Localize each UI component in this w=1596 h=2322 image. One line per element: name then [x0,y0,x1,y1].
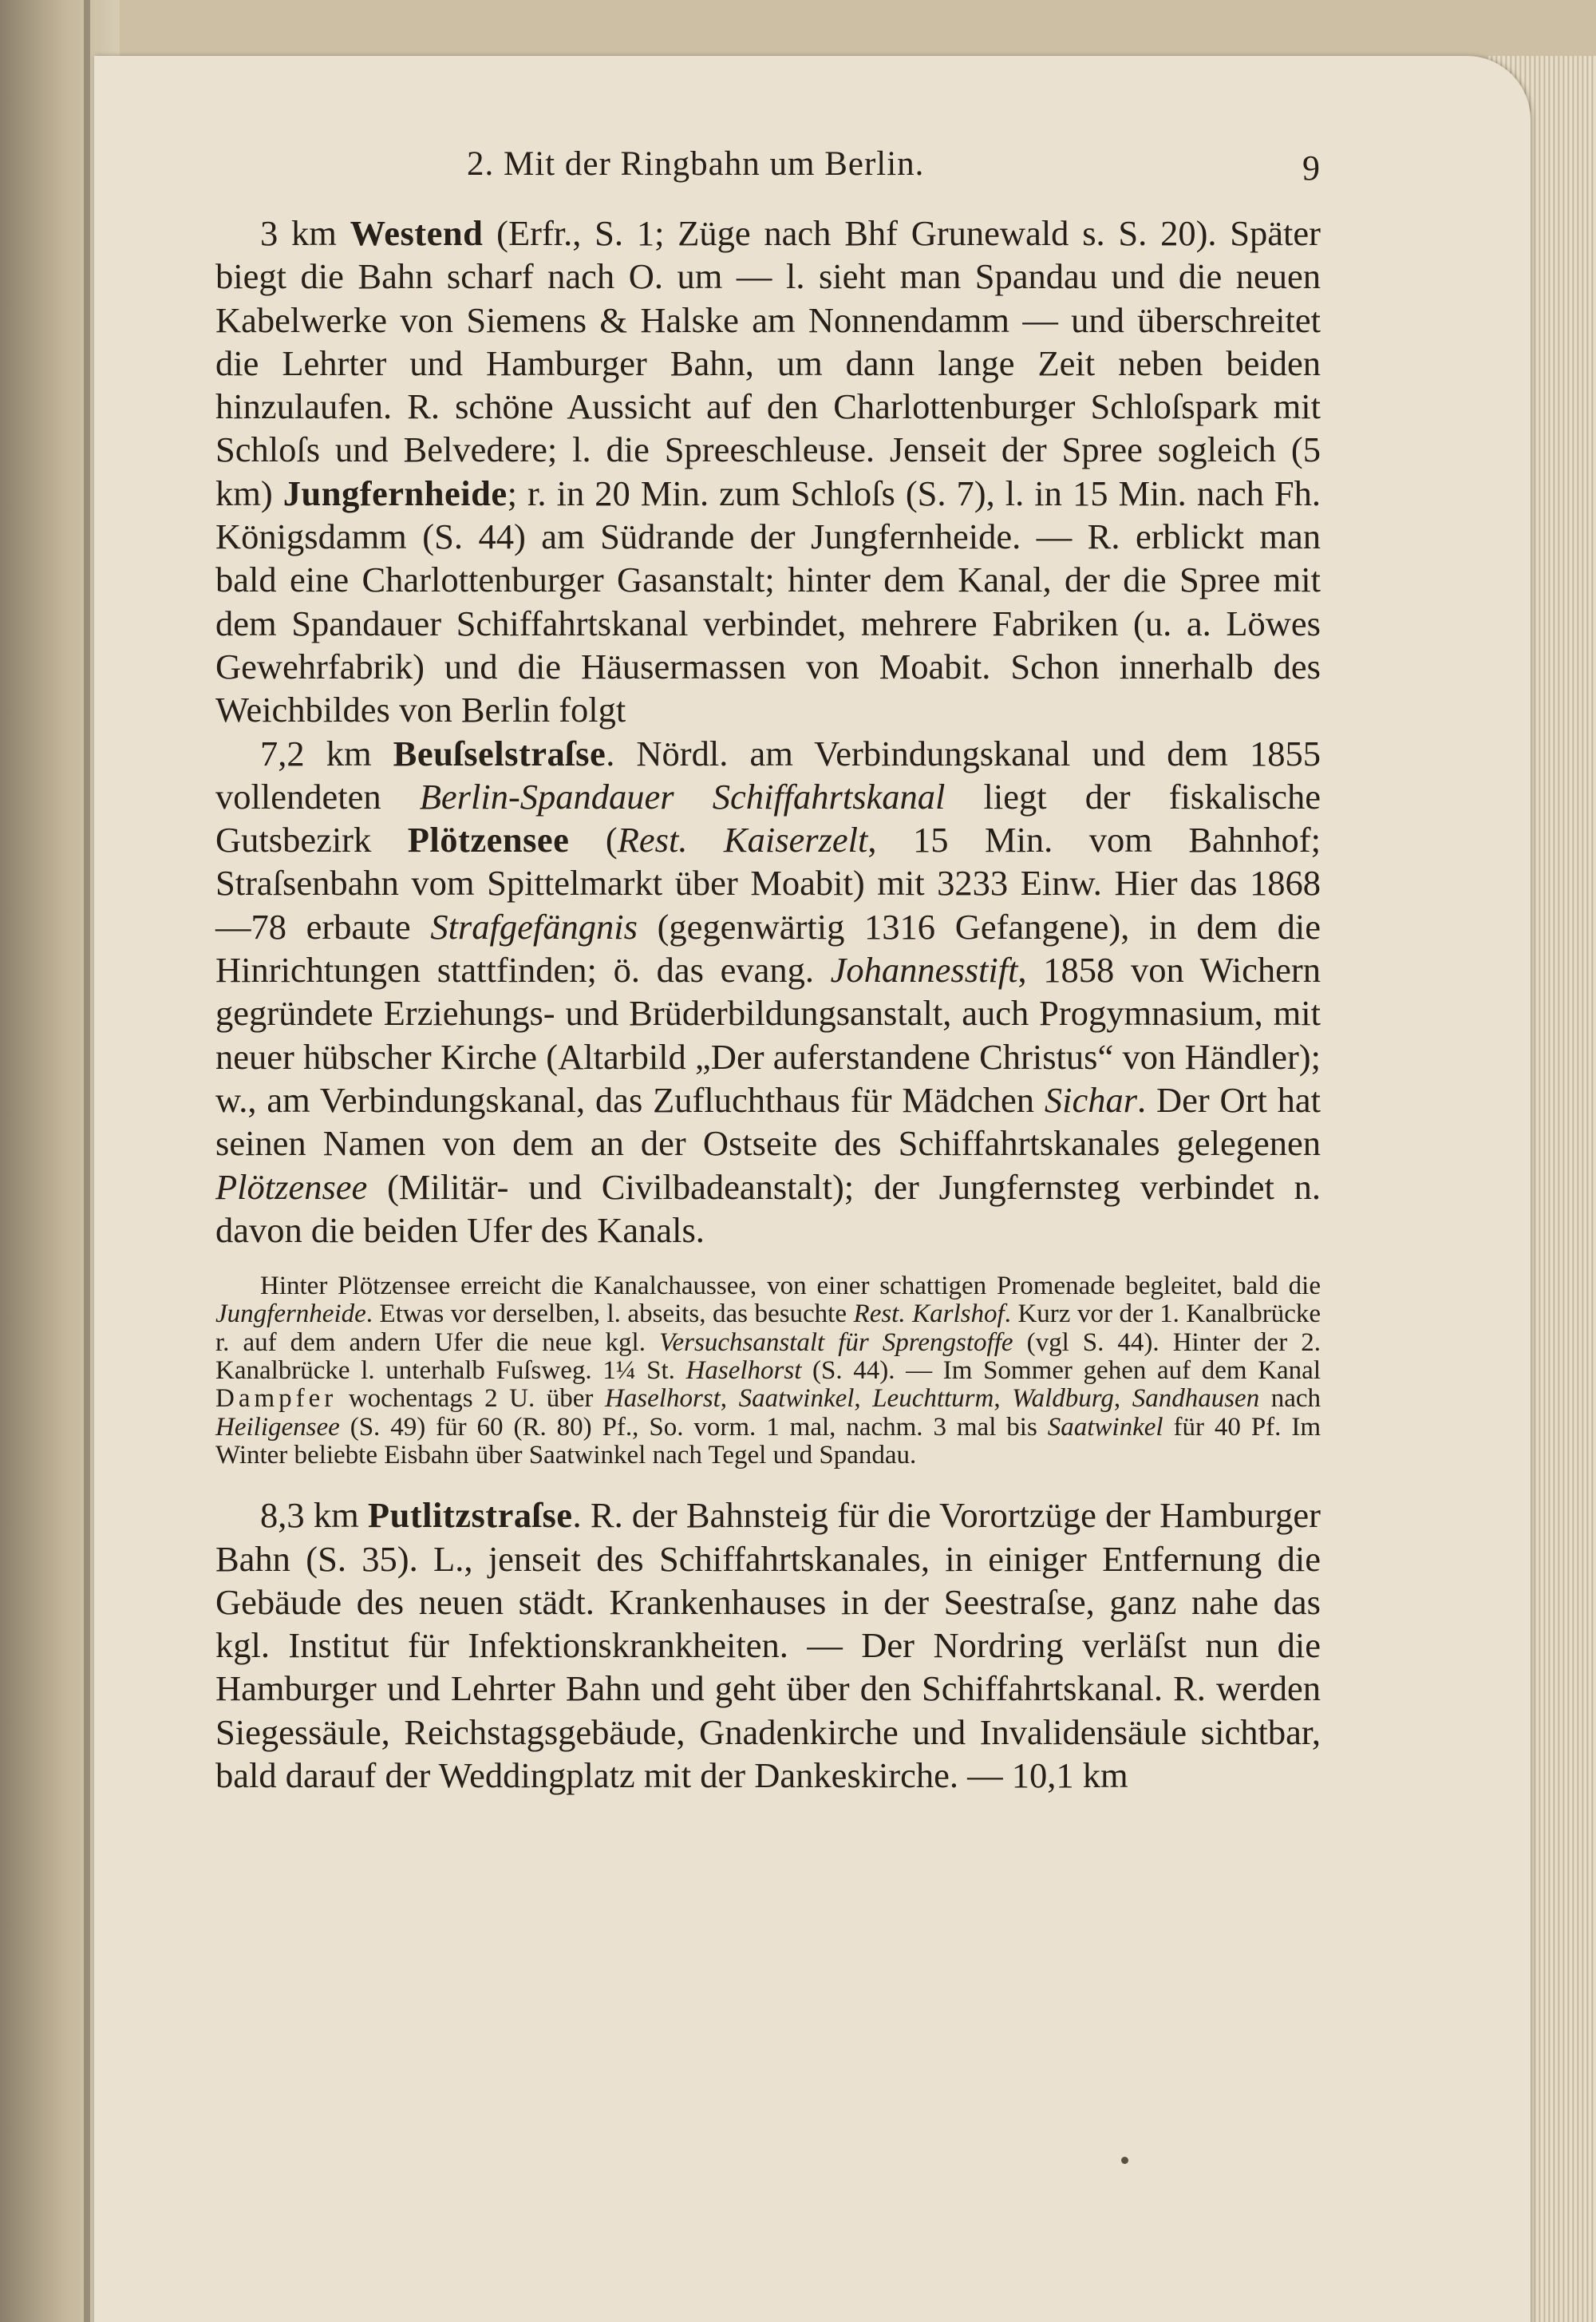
text-run: (Erfr., S. 1; Züge nach Bhf Grunewald s. S. 20). Später biegt die Bahn scharf nach O. um — l. sieht man Spandau und die neuen Kabelwerke von Siemens & Halske am Nonnendamm — und überschreitet die Lehrter und Hamburger Bahn, um dann lange Zeit neben beiden hinzulaufen. R. schöne Aussicht auf den Charlottenburger Schloſspark mit Schloſs und Belvedere; l. die Spreeschleuse. Jenseit der Spree sogleich (5 km) [215,213,1321,513]
text-run: (gegenwärtig 1316 Gefangene), in dem die Hinrichtungen stattfinden; ö. das evang. [215,906,1321,991]
binding-edge [84,0,90,2322]
text-run: Haselhorst [604,1384,721,1414]
text-run: Haselhorst [685,1356,802,1386]
text-run: ( [569,820,618,860]
text-run: . R. der Bahnsteig für die Vorortzüge der Hamburger Bahn (S. 35). L., jenseit des Schiffahrtskanales, in einiger Entfernung die Gebäude des neuen städt. Krankenhauses in der Seestraſse, ganz nahe das kgl. Institut für Infektionskrankheiten. — Der Nordring verläſst nun die Hamburger und Lehrter Bahn und geht über den Schiffahrtskanal. R. werden Siegessäule, Reichstagsgebäude, Gnadenkirche und Invalidensäule sichtbar, bald darauf der Weddingplatz mit der Dankeskirche. — 10,1 km [215,1495,1321,1795]
text-run: Heiligensee [215,1412,340,1442]
text-run: liegt der fiskalische Gutsbezirk [215,776,1321,860]
text-run: . Der Ort hat seinen Namen von dem an der Ostseite des Schiffahrtskanales gelegenen [215,1079,1321,1164]
text-run: (vgl S. 44). Hinter der 2. Kanalbrücke l. unterhalb Fuſsweg. 1¼ St. [215,1327,1321,1386]
text-run: Sichar [1044,1079,1138,1120]
text-run: , [1113,1384,1132,1414]
text-run: Putlitzstraſse [367,1495,573,1536]
ink-speck [1121,2157,1128,2164]
text-run: Saatwinkel [738,1384,855,1414]
text-run: Waldburg [1012,1384,1114,1414]
text-run: . Etwas vor derselben, l. abseits, das besuchte [365,1299,854,1329]
text-run: Plötzensee [215,1166,368,1207]
text-run: Jungfernheide [282,473,508,513]
text-run: Berlin-Spandauer Schiffahrtskanal [419,776,946,817]
text-run: Rest. Karlshof [853,1299,1005,1329]
text-run: Hinter Plötzensee erreicht die Kanalchaussee, von einer schattigen Promenade begleitet, bald die [260,1272,1321,1301]
text-run: Jungfernheide [215,1299,366,1329]
text-run: 3 km [260,213,350,253]
text-run: , [720,1384,739,1414]
paragraph-putlitzstrasse [215,1493,1321,1797]
text-run: Strafgefängnis [430,906,638,947]
text-run: Saatwinkel [1047,1412,1163,1442]
text-run: (Militär- und Civilbadeanstalt); der Jungfernsteg verbindet n. davon die beiden Ufer des Kanals. [215,1166,1321,1250]
text-run: , [994,1384,1013,1414]
paragraph-westend [215,212,1321,732]
running-head [215,140,1321,212]
text-run: wochentags 2 U. über [337,1384,605,1414]
text-block [215,140,1321,1797]
body-text [215,212,1321,1797]
text-run: Johannesstift [830,950,1018,991]
text-run: Dampfer [215,1384,338,1414]
text-run: Leuchtturm [872,1384,994,1414]
text-run: , 1858 von Wichern gegründete Erziehungs- und Brüderbildungsanstalt, auch Progymnasium, mit neuer hübscher Kirche (Altarbild „Der auferstandene Christus“ von Händler); w., am Verbindungskanal, das Zufluchthaus für Mädchen [215,950,1321,1120]
text-run: (S. 44). — Im Sommer gehen auf dem Kanal [801,1356,1321,1386]
text-run: Plötzensee [407,820,570,860]
text-run: Rest. Kaiserzelt [617,820,868,860]
text-run: , [854,1384,873,1414]
text-run: , 15 Min. vom Bahnhof; Straſsenbahn vom Spittelmarkt über Moabit) mit 3233 Einw. Hier das 1868—78 erbaute [215,820,1321,947]
paragraph-beusselstrasse [215,732,1321,1252]
text-run: (S. 49) für 60 (R. 80) Pf., So. vorm. 1 mal, nachm. 3 mal bis [339,1412,1048,1442]
text-run: Westend [350,213,484,253]
text-run: 8,3 km [260,1495,368,1536]
page-number: 9 [1302,148,1321,188]
text-run: nach [1259,1384,1321,1414]
text-run: Versuchsanstalt für Sprengstoffe [659,1327,1013,1357]
text-run: . Kurz vor der 1. Kanalbrücke r. auf dem andern Ufer die neue kgl. [215,1299,1321,1357]
chapter-title: 2. Mit der Ringbahn um Berlin. [467,145,925,183]
text-run: Beuſselstraſse [393,733,606,773]
text-run: . Nördl. am Verbindungskanal und dem 1855 vollendeten [215,733,1321,817]
paragraph-small-note [215,1272,1321,1470]
text-run: Sandhausen [1132,1384,1260,1414]
text-run: 7,2 km [260,733,393,773]
text-run: ; r. in 20 Min. zum Schloſs (S. 7), l. in 15 Min. nach Fh. Königsdamm (S. 44) am Südrande der Jungfernheide. — R. erblickt man bald eine Charlottenburger Gasanstalt; hinter dem Kanal, der die Spree mit dem Spandauer Schiffahrtskanal verbindet, mehrere Fabriken (u. a. Löwes Gewehrfabrik) und die Häusermassen von Moabit. Schon innerhalb des Weichbildes von Berlin folgt [215,473,1321,730]
text-run: für 40 Pf. Im Winter beliebte Eisbahn über Saatwinkel nach Tegel und Spandau. [215,1412,1321,1470]
